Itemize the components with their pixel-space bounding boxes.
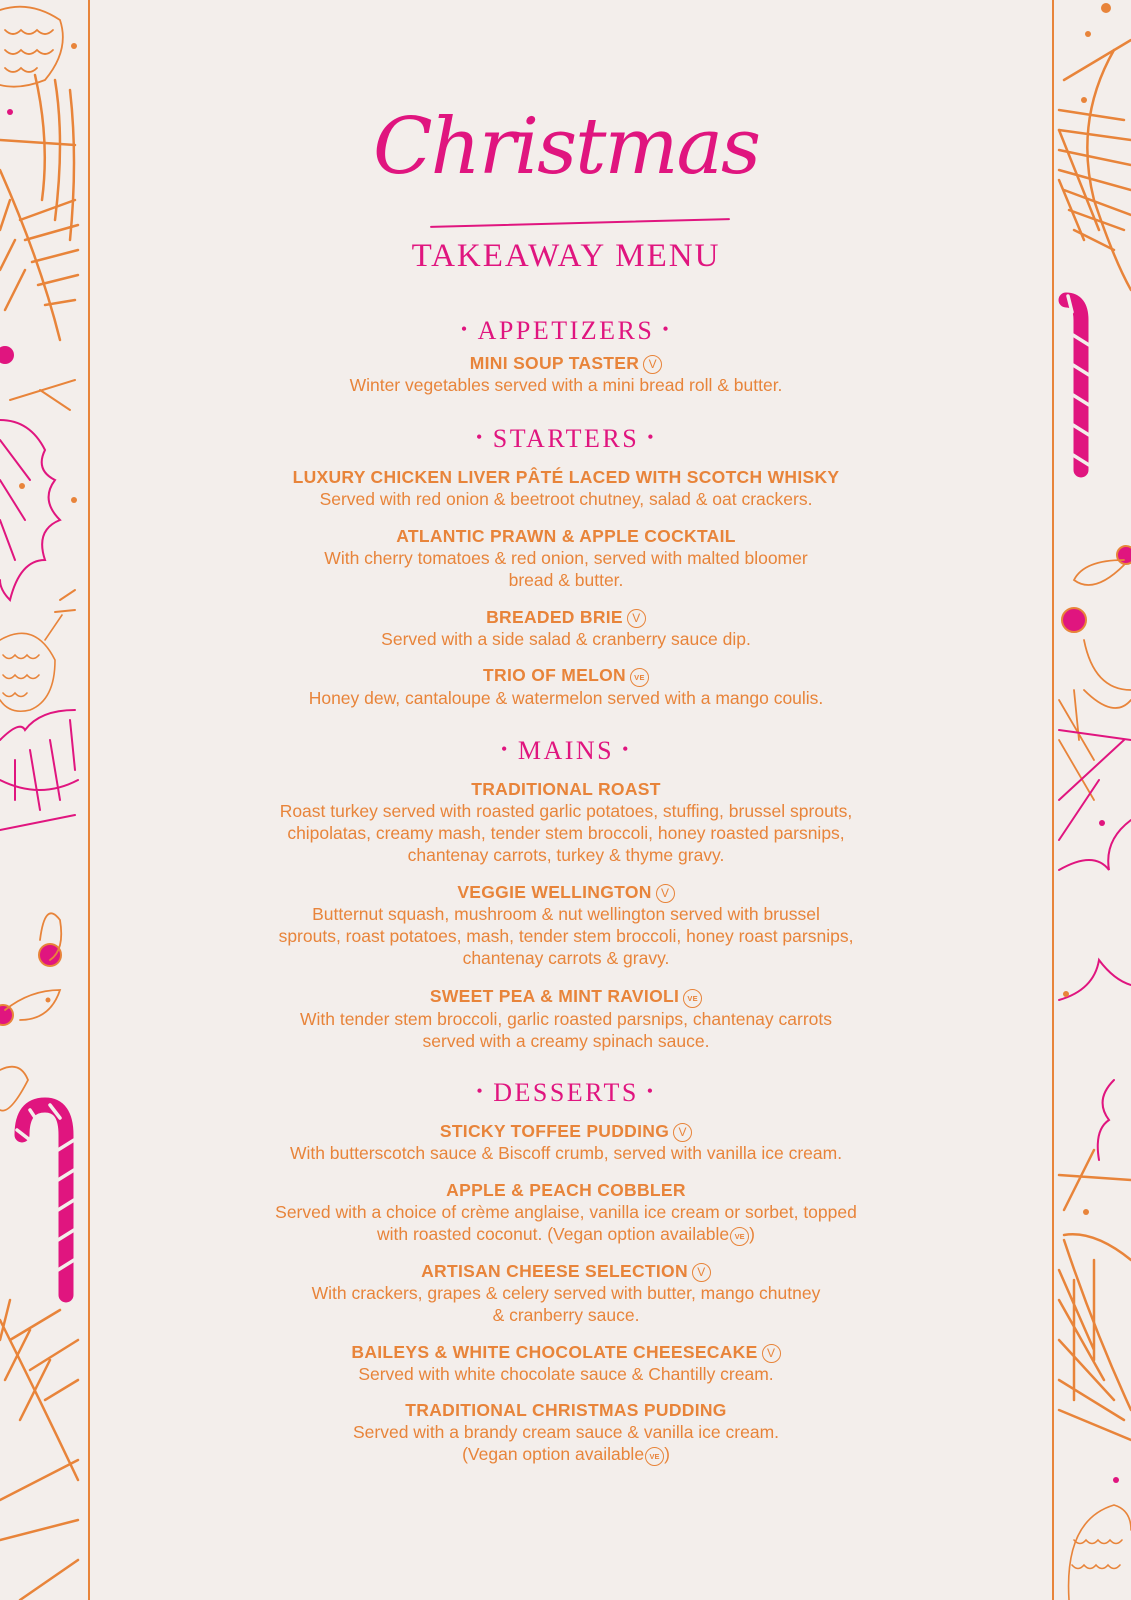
section-title: MAINS <box>517 736 615 765</box>
item-description: Winter vegetables served with a mini bread roll & butter. <box>349 375 783 395</box>
item-description: Served with a brandy cream sauce & vanilla ice cream. <box>352 1422 780 1442</box>
bullet-dot: • <box>475 427 485 447</box>
item-description: chantenay carrots, turkey & thyme gravy. <box>407 845 725 865</box>
vegetarian-badge-icon: V <box>762 1344 781 1363</box>
item-description: With butterscotch sauce & Biscoff crumb, served with vanilla ice cream. <box>289 1143 843 1163</box>
item-name: VEGGIE WELLINGTON <box>457 882 652 902</box>
page-title: Christmas <box>372 102 759 192</box>
berry-icon <box>1062 546 1131 632</box>
vegetarian-badge-icon: V <box>656 884 675 903</box>
bullet-dot: • <box>662 319 672 339</box>
pine-cone-icon <box>0 615 62 711</box>
item-description: With tender stem broccoli, garlic roasted parsnips, chantenay carrots <box>299 1009 833 1029</box>
section-title: DESSERTS <box>493 1078 639 1107</box>
item-description: Honey dew, cantaloupe & watermelon served with a mango coulis. <box>308 688 824 708</box>
page-subtitle: TAKEAWAY MENU <box>411 238 721 274</box>
menu-item <box>90 985 1042 1052</box>
section-heading-mains <box>90 736 1042 766</box>
vegetarian-badge-icon: V <box>673 1123 692 1142</box>
menu-item <box>90 606 1042 650</box>
item-description: sprouts, roast potatoes, mash, tender stem broccoli, honey roast parsnips, <box>278 926 854 946</box>
item-name: ATLANTIC PRAWN & APPLE COCKTAIL <box>396 526 736 546</box>
item-description: With crackers, grapes & celery served with butter, mango chutney <box>311 1283 821 1303</box>
item-name: ARTISAN CHEESE SELECTION <box>421 1261 688 1281</box>
item-name: BREADED BRIE <box>486 607 623 627</box>
holly-leaf-icon <box>0 420 60 600</box>
item-name: APPLE & PEACH COBBLER <box>446 1180 686 1200</box>
vegetarian-badge-icon: V <box>643 355 662 374</box>
item-description: chipolatas, creamy mash, tender stem broccoli, honey roasted parsnips, <box>287 823 845 843</box>
section-title: STARTERS <box>492 424 640 453</box>
bullet-dot: • <box>476 1081 486 1101</box>
item-description: Roast turkey served with roasted garlic potatoes, stuffing, brussel sprouts, <box>279 801 853 821</box>
bullet-dot: • <box>647 427 656 447</box>
item-description: Butternut squash, mushroom & nut wellington served with brussel <box>312 904 820 924</box>
berry-icon <box>0 944 61 1025</box>
pine-branch-icon <box>1059 1150 1131 1440</box>
item-description: With cherry tomatoes & red onion, served with malted bloomer <box>324 548 808 568</box>
item-name: STICKY TOFFEE PUDDING <box>439 1121 670 1141</box>
pine-branch-icon <box>0 1300 78 1600</box>
bullet-dot: • <box>622 739 631 759</box>
pine-branch-icon <box>0 75 78 340</box>
menu-item <box>90 1120 1042 1164</box>
menu-content <box>90 0 1042 1600</box>
bullet-dot: • <box>501 739 510 759</box>
right-decorative-border <box>1054 0 1131 1600</box>
vegan-badge-icon: VE <box>630 668 649 687</box>
item-description: served with a creamy spinach sauce. <box>422 1031 710 1051</box>
menu-item <box>90 664 1042 709</box>
pine-cone-icon <box>1069 1505 1131 1600</box>
vegan-badge-icon: VE <box>683 989 702 1008</box>
holly-leaf-icon <box>1059 730 1131 1160</box>
item-description: & cranberry sauce. <box>492 1305 640 1325</box>
candy-cane-icon <box>17 1105 74 1295</box>
item-description: bread & butter. <box>508 570 624 590</box>
closing-paren: ) <box>749 1224 755 1244</box>
menu-item <box>90 1260 1042 1326</box>
title-underline <box>430 218 730 228</box>
item-description: (Vegan option available <box>462 1444 645 1464</box>
item-description: Served with red onion & beetroot chutney, salad & oat crackers. <box>319 489 813 509</box>
section-heading-starters <box>90 424 1042 454</box>
item-description: chantenay carrots & gravy. <box>462 948 670 968</box>
holly-leaf-icon <box>0 710 78 830</box>
item-name: MINI SOUP TASTER <box>469 353 640 373</box>
item-name: TRADITIONAL ROAST <box>471 779 661 799</box>
item-name: SWEET PEA & MINT RAVIOLI <box>429 986 680 1006</box>
item-description: with roasted coconut. (Vegan option available <box>376 1224 730 1244</box>
vegetarian-badge-icon: V <box>627 609 646 628</box>
menu-item <box>90 1341 1042 1385</box>
candy-cane-icon <box>1066 296 1089 470</box>
vegan-badge-icon: VE <box>730 1227 749 1246</box>
item-name: LUXURY CHICKEN LIVER PÂTÉ LACED WITH SCOTCH WHISKY <box>292 467 840 487</box>
item-name: TRIO OF MELON <box>483 665 626 685</box>
bullet-dot: • <box>460 319 470 339</box>
section-title: APPETIZERS <box>477 316 655 345</box>
item-description: Served with a choice of crème anglaise, vanilla ice cream or sorbet, topped <box>275 1202 857 1222</box>
menu-item <box>90 778 1042 866</box>
left-decorative-border <box>0 0 88 1600</box>
item-name: BAILEYS & WHITE CHOCOLATE CHEESECAKE <box>351 1342 758 1362</box>
item-description: Served with white chocolate sauce & Chantilly cream. <box>358 1364 774 1384</box>
closing-paren: ) <box>664 1444 670 1464</box>
menu-item <box>90 466 1042 510</box>
item-name: TRADITIONAL CHRISTMAS PUDDING <box>405 1400 727 1420</box>
vegan-badge-icon: VE <box>645 1447 664 1466</box>
pine-cone-icon <box>0 7 63 87</box>
item-description: Served with a side salad & cranberry sauce dip. <box>381 629 751 649</box>
section-heading-appetizers <box>90 316 1042 346</box>
vegetarian-badge-icon: V <box>692 1263 711 1282</box>
pine-branch-icon <box>1059 40 1131 290</box>
menu-item <box>90 352 1042 396</box>
menu-item <box>90 881 1042 969</box>
menu-item <box>90 525 1042 591</box>
menu-item <box>90 1179 1042 1246</box>
bullet-dot: • <box>646 1081 656 1101</box>
section-heading-desserts <box>90 1078 1042 1108</box>
menu-item <box>90 1399 1042 1466</box>
